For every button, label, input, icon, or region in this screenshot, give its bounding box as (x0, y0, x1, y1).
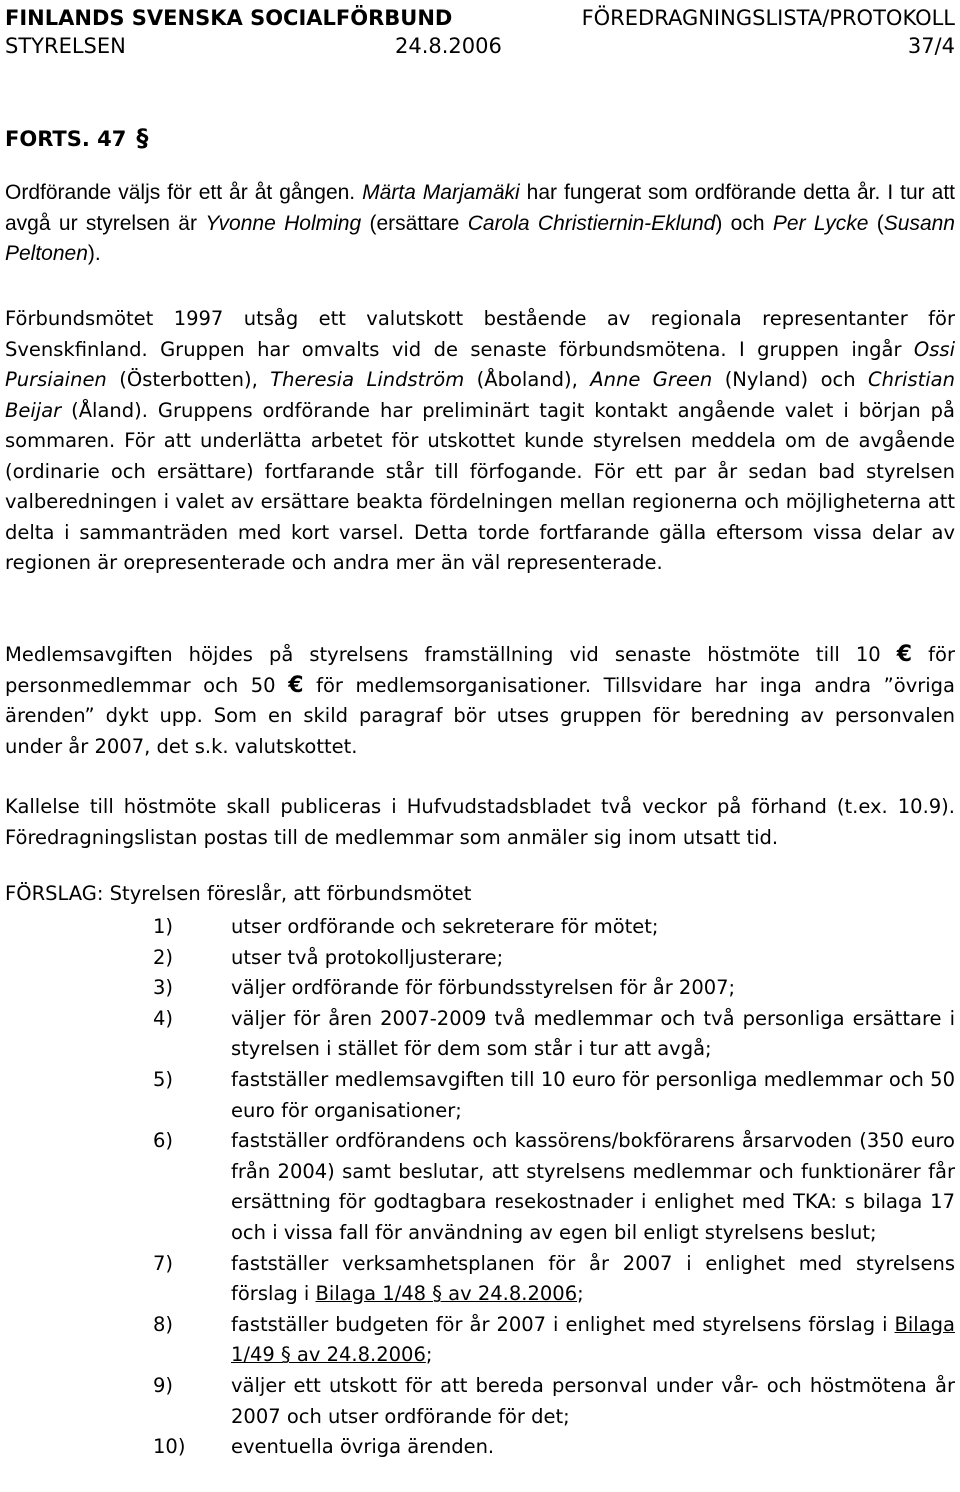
text-run: Medlemsavgiften höjdes på styrelsens framställning vid senaste höstmöte till 10 (5, 643, 897, 666)
item-text: fastställer budgeten för år 2007 i enlighet med styrelsens förslag i (231, 1312, 895, 1336)
person-name: Per Lycke (772, 211, 869, 235)
header-row-2 (5, 34, 955, 62)
item-text: eventuella övriga ärenden. (231, 1435, 495, 1459)
text-run: (Åland). Gruppens ordförande har preliminärt tagit kontakt angående valet i början på sommaren. För att underlätta arbetet för utskottet kunde styrelsen meddela om de avgående (ordinarie och ersättare) fortfarande står till förfogande. För ett par år sedan bad styrelsen valberedningen i valet av ersättare beakta fördelningen mellan regionerna och möjligheterna att delta i sammanträden med kort varsel. Detta torde fortfarande gälla eftersom vissa delar av regionen är orepresenterade och andra mer än väl representerade. (5, 398, 955, 574)
person-name: Anne Green (590, 368, 713, 391)
page-number: 37/4 (907, 34, 955, 58)
text-run: Förbundsmötet 1997 utsåg ett valutskott bestående av regionala representanter för Svenskfinland. Gruppen har omvalts vid de senaste förbundsmötena. I gruppen ingår (5, 307, 955, 361)
text-run: ( (868, 211, 884, 235)
list-item (5, 912, 955, 943)
header-row-1 (5, 6, 955, 34)
item-text: fastställer medlemsavgiften till 10 euro för personliga medlemmar och 50 euro för organisationer; (231, 1067, 955, 1122)
item-text: fastställer ordförandens och kassörens/bokförarens årsarvoden (350 euro från 2004) samt beslutar, att styrelsens medlemmar och funktionärer får ersättning för godtagbara resekostnader i enlighet med TKA: s bilaga 17 och i vissa fall för användning av egen bil enligt styrelsens beslut; (231, 1129, 955, 1244)
list-item (5, 1432, 955, 1463)
person-name: Susann Peltonen (5, 211, 955, 265)
attachment-link[interactable]: Bilaga 1/49 § av 24.8.2006 (231, 1312, 955, 1367)
text-run: ). (87, 242, 101, 265)
item-text: ; (425, 1343, 433, 1367)
section-title: FORTS. 47 (5, 127, 127, 151)
item-text: ; (577, 1282, 584, 1306)
item-number: 7) (153, 1251, 174, 1275)
section-symbol: § (136, 124, 149, 152)
board-name: STYRELSEN (5, 34, 126, 58)
item-text: utser två protokolljusterare; (231, 945, 504, 969)
item-text: väljer ordförande för förbundsstyrelsen för år 2007; (231, 976, 736, 1000)
person-name: Yvonne Holming (205, 211, 362, 235)
list-item (5, 943, 955, 974)
person-name: Märta Marjamäki (362, 181, 520, 204)
text-run: Ordförande väljs för ett år åt gången. (5, 181, 363, 204)
item-number: 1) (153, 915, 174, 938)
item-number: 6) (153, 1129, 174, 1153)
list-item (5, 1004, 955, 1065)
list-item (5, 1065, 955, 1126)
text-run: (Österbotten), (106, 368, 271, 391)
paragraph-invitation: Kallelse till höstmöte skall publiceras i Hufvudstadsbladet två veckor på förhand (t.ex. 10.9). Föredragningslistan postas till de medlemmar som anmäler sig inom utsatt tid. (5, 795, 955, 849)
section-heading (5, 124, 148, 152)
item-number: 8) (153, 1312, 174, 1336)
item-number: 9) (153, 1373, 174, 1397)
text-run: (Åboland), (464, 368, 591, 391)
item-text: utser ordförande och sekreterare för mötet; (231, 915, 659, 938)
text-run: för personmedlemmar och 50 (5, 643, 955, 697)
euro-symbol: € (288, 672, 304, 698)
paragraph-chair (5, 178, 955, 270)
list-item (5, 1371, 955, 1432)
text-run: ) och (715, 211, 773, 235)
attachment-link[interactable]: Bilaga 1/48 § av 24.8.2006 (315, 1282, 578, 1306)
list-item (5, 1126, 955, 1248)
item-text: väljer för åren 2007-2009 två medlemmar och två personliga ersättare i styrelsen i stället för dem som står i tur att avgå; (231, 1006, 955, 1061)
document-page (5, 0, 955, 1459)
text-run: (ersättare (361, 211, 468, 235)
paragraph-membership-fee (5, 640, 955, 762)
person-name: Theresia Lindström (270, 368, 465, 391)
list-item (5, 1310, 955, 1371)
meeting-date: 24.8.2006 (395, 34, 502, 58)
person-name: Carola Christiernin-Eklund (467, 211, 716, 235)
document-type: FÖREDRAGNINGSLISTA/PROTOKOLL (581, 6, 955, 30)
text-run: för medlemsorganisationer. Tillsvidare har inga andra ”övriga ärenden” dykt upp. Som en skild paragraf bör utses gruppen för beredning av personvalen under år 2007, det s.k. valutskottet. (5, 673, 955, 758)
item-number: 5) (153, 1067, 174, 1091)
item-number: 2) (153, 945, 174, 969)
list-item (5, 1249, 955, 1310)
text-run: (Nyland) och (712, 368, 869, 391)
item-text: väljer ett utskott för att bereda personval under vår- och höstmötena år 2007 och utser ordförande för det; (231, 1373, 955, 1428)
item-number: 10) (153, 1435, 186, 1459)
item-number: 3) (153, 976, 174, 1000)
person-name: Christian Beijar (5, 368, 955, 422)
proposal-label: FÖRSLAG: Styrelsen föreslår, att förbundsmötet (5, 882, 472, 905)
proposal-list (5, 912, 955, 1463)
item-number: 4) (153, 1006, 174, 1030)
euro-symbol: € (896, 642, 913, 667)
person-name: Ossi Pursiainen (5, 337, 955, 391)
paragraph-committee (5, 304, 955, 579)
item-text: fastställer verksamhetsplanen för år 2007 i enlighet med styrelsens förslag i (231, 1251, 955, 1306)
list-item (5, 973, 955, 1004)
text-run: har fungerat som ordförande detta år. I tur att avgå ur styrelsen är (5, 181, 955, 235)
organization-name: FINLANDS SVENSKA SOCIALFÖRBUND (5, 6, 453, 30)
